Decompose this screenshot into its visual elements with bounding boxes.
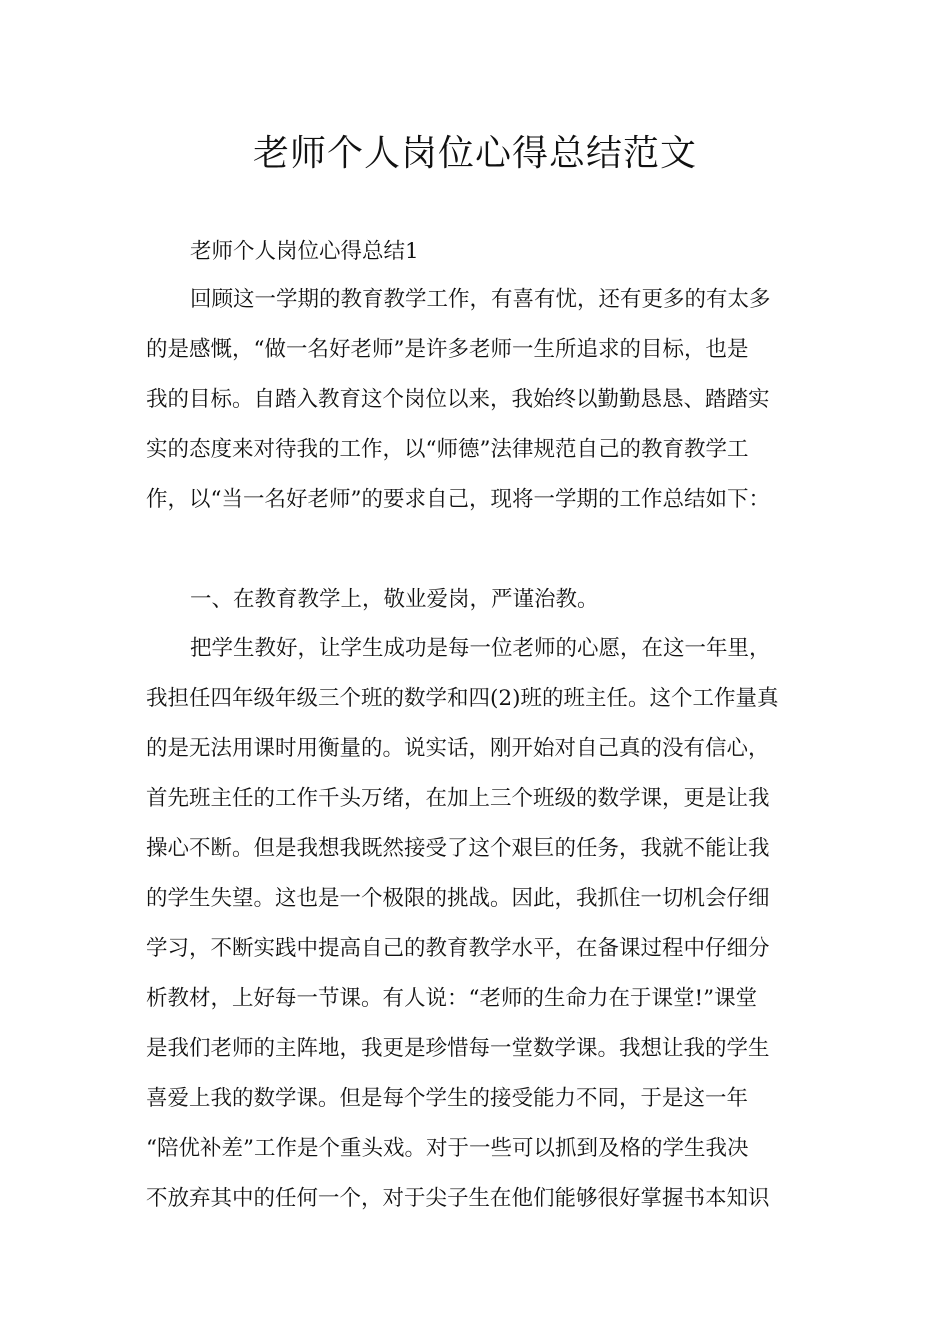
paragraph-line: 回顾这一学期的教育教学工作，有喜有忧，还有更多的有太多 — [190, 287, 771, 312]
section-heading: 一、在教育教学上，敬业爱岗，严谨治教。 — [190, 587, 599, 612]
paragraph-line: 的是感慨，“做一名好老师”是许多老师一生所追求的目标，也是 — [146, 337, 749, 362]
paragraph-line: 是我们老师的主阵地，我更是珍惜每一堂数学课。我想让我的学生 — [146, 1036, 770, 1061]
document-title: 老师个人岗位心得总结范文 — [252, 133, 697, 174]
paragraph-line: 我的目标。自踏入教育这个岗位以来，我始终以勤勤恳恳、踏踏实 — [146, 387, 770, 412]
paragraph-line: 实的态度来对待我的工作，以“师德”法律规范自己的教育教学工 — [146, 437, 749, 462]
paragraph-line: 学习，不断实践中提高自己的教育教学水平，在备课过程中仔细分 — [146, 936, 770, 961]
paragraph-line: 我担任四年级年级三个班的数学和四(2)班的班主任。这个工作量真 — [146, 686, 779, 711]
paragraph-line: 把学生教好，让学生成功是每一位老师的心愿，在这一年里， — [190, 636, 771, 661]
paragraph-line: “陪优补差”工作是个重头戏。对于一些可以抓到及格的学生我决 — [146, 1136, 749, 1161]
paragraph-line: 首先班主任的工作千头万绪，在加上三个班级的数学课，更是让我 — [146, 786, 770, 811]
paragraph-line: 的是无法用课时用衡量的。说实话，刚开始对自己真的没有信心， — [146, 736, 770, 761]
paragraph-line: 的学生失望。这也是一个极限的挑战。因此，我抓住一切机会仔细 — [146, 886, 770, 911]
paragraph-line: 作，以“当一名好老师”的要求自己，现将一学期的工作总结如下： — [146, 487, 770, 512]
paragraph-line: 操心不断。但是我想我既然接受了这个艰巨的任务，我就不能让我 — [146, 836, 770, 861]
paragraph-line: 析教材，上好每一节课。有人说：“老师的生命力在于课堂!”课堂 — [146, 986, 758, 1011]
subheading: 老师个人岗位心得总结1 — [190, 239, 419, 264]
paragraph-line: 喜爱上我的数学课。但是每个学生的接受能力不同，于是这一年 — [146, 1086, 749, 1111]
paragraph-line: 不放弃其中的任何一个，对于尖子生在他们能够很好掌握书本知识 — [146, 1186, 770, 1211]
